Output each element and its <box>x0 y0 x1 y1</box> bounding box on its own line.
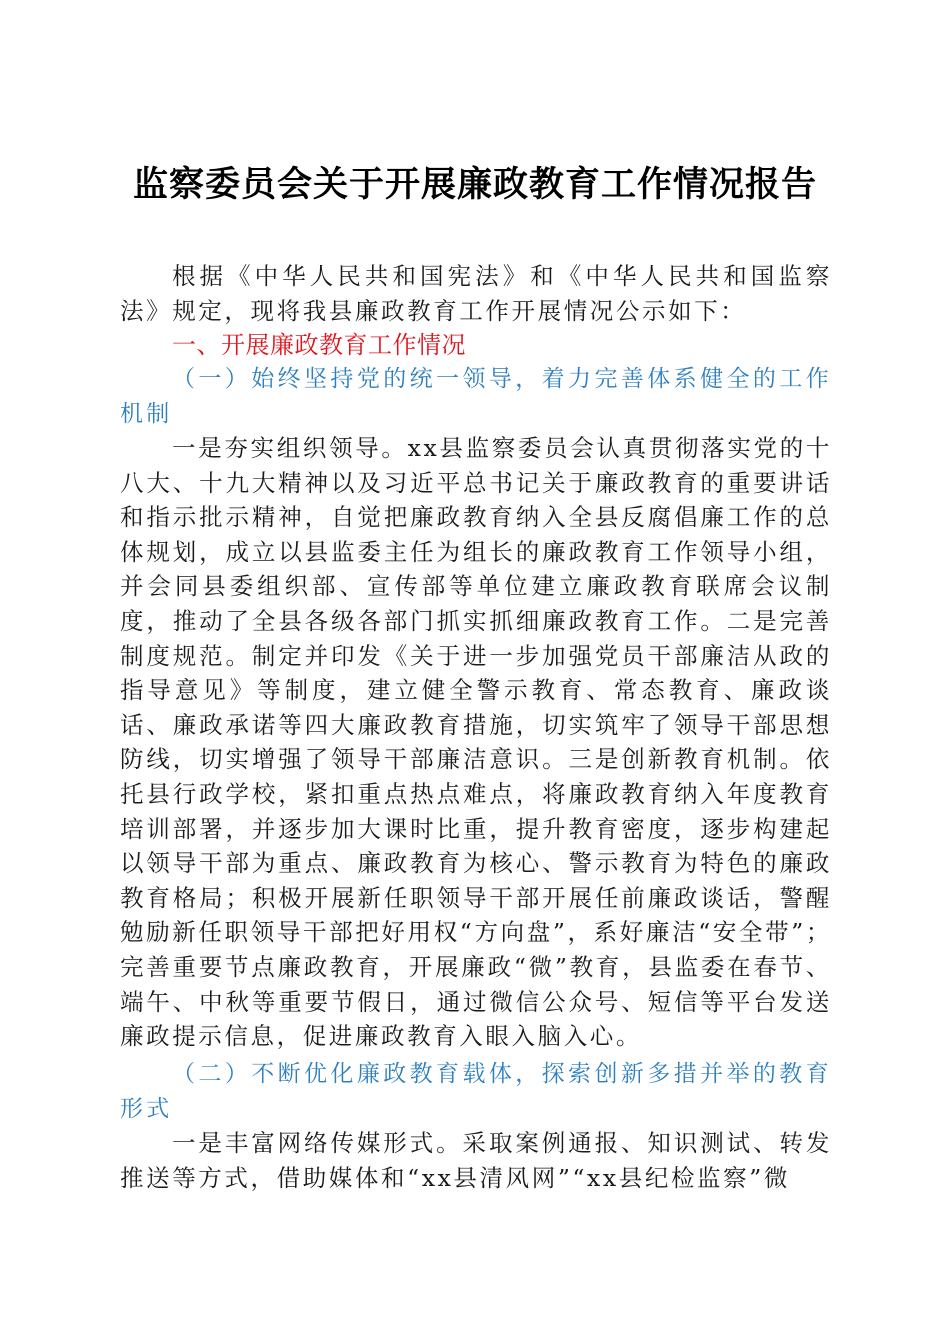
subsection-2-paragraph: 一是丰富网络传媒形式。采取案例通报、知识测试、转发推送等方式，借助媒体和“xx县清风网”“xx县纪检监察”微 <box>120 1129 832 1192</box>
intro-paragraph: 根据《中华人民共和国宪法》和《中华人民共和国监察法》规定，现将我县廉政教育工作开展情况公示如下： <box>120 262 832 325</box>
subsection-heading-2: （二）不断优化廉政教育载体，探索创新多措并举的教育形式 <box>120 1061 832 1122</box>
document-title: 监察委员会关于开展廉政教育工作情况报告 <box>132 164 817 205</box>
section-heading-1: 一、开展廉政教育工作情况 <box>172 331 466 359</box>
subsection-1-paragraph: 一是夯实组织领导。xx县监察委员会认真贯彻落实党的十八大、十九大精神以及习近平总书记关于廉政教育的重要讲话和指示批示精神，自觉把廉政教育纳入全县反腐倡廉工作的总体规划，成立以县监委主任为组长的廉政教育工作领导小组，并会同县委组织部、宣传部等单位建立廉政教育联席会议制度，推动了全县各级各部门抓实抓细廉政教育工作。二是完善制度规范。制定并印发《关于进一步加强党员干部廉洁从政的指导意见》等制度，建立健全警示教育、常态教育、廉政谈话、廉政承诺等四大廉政教育措施，切实筑牢了领导干部思想防线，切实增强了领导干部廉洁意识。三是创新教育机制。依托县行政学校，紧扣重点热点难点，将廉政教育纳入年度教育培训部署，并逐步加大课时比重，提升教育密度，逐步构建起以领导干部为重点、廉政教育为核心、警示教育为特色的廉政教育格局；积极开展新任职领导干部开展任前廉政谈话，警醒勉励新任职领导干部把好用权“方向盘”，系好廉洁“安全带”；完善重要节点廉政教育，开展廉政“微”教育，县监委在春节、端午、中秋等重要节假日，通过微信公众号、短信等平台发送廉政提示信息，促进廉政教育入眼入脑入心。 <box>120 434 832 1051</box>
subsection-heading-1: （一）始终坚持党的统一领导，着力完善体系健全的工作机制 <box>120 366 832 427</box>
